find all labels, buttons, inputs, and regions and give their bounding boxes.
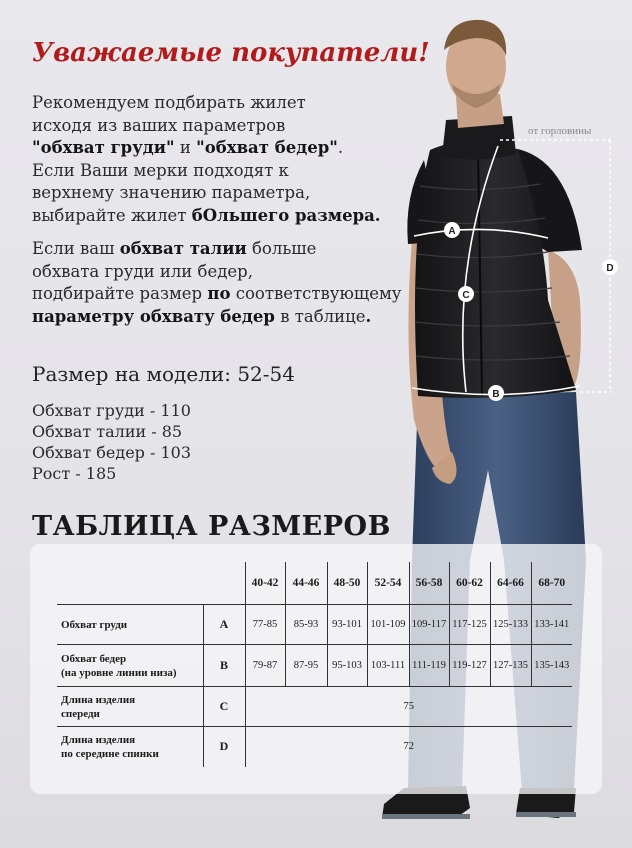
param-label: Обхват бедер (на уровне линии низа) xyxy=(57,645,203,687)
waist-line: подбирайте размер по соответствующему xyxy=(32,284,402,303)
greeting-heading: Уважаемые покупатели! xyxy=(32,38,430,68)
intro-line: исходя из ваших параметров xyxy=(32,115,286,135)
size-table-title: ТАБЛИЦА РАЗМЕРОВ xyxy=(32,511,391,542)
svg-text:C: C xyxy=(462,290,470,301)
table-cell: 77-85 xyxy=(245,605,285,645)
intro-line: выбирайте жилет бОльшего размера. xyxy=(32,205,381,225)
table-cell: 72 xyxy=(245,727,572,767)
size-header: 52-54 xyxy=(367,562,409,605)
table-cell: 125-133 xyxy=(490,605,531,645)
table-cell: 133-141 xyxy=(531,605,572,645)
waist-line: обхвата груди или бедер, xyxy=(32,261,253,281)
size-header: 44-46 xyxy=(285,562,327,605)
neck-label: от горловины xyxy=(528,125,592,137)
waist-line: Если ваш обхват талии больше xyxy=(32,239,317,258)
table-cell: 93-101 xyxy=(327,605,367,645)
size-header: 40-42 xyxy=(245,562,285,605)
svg-text:A: A xyxy=(448,226,456,237)
size-header: 64-66 xyxy=(490,562,531,605)
intro-line: Рекомендуем подбирать жилет xyxy=(32,93,306,112)
size-header: 60-62 xyxy=(449,562,490,605)
table-cell: 135-143 xyxy=(531,645,572,687)
intro-line: "обхват груди" и "обхват бедер". xyxy=(32,138,344,157)
model-hips: Обхват бедер - 103 xyxy=(32,443,192,462)
param-code: В xyxy=(203,645,245,687)
table-cell: 127-135 xyxy=(490,645,531,687)
param-code: С xyxy=(203,687,245,727)
param-label: Длина изделия по середине спинки xyxy=(57,727,203,767)
param-code: А xyxy=(203,605,245,645)
intro-paragraph xyxy=(32,92,381,227)
param-label: Обхват груди xyxy=(57,605,203,645)
waist-note-paragraph xyxy=(32,238,402,328)
intro-line: верхнему значению параметра, xyxy=(32,183,311,202)
marker-a xyxy=(444,222,460,238)
param-label: Длина изделия спереди xyxy=(57,687,203,727)
svg-text:D: D xyxy=(606,263,614,274)
table-cell: 101-109 xyxy=(367,605,409,645)
table-row xyxy=(57,687,572,727)
size-header: 48-50 xyxy=(327,562,367,605)
table-cell: 109-117 xyxy=(409,605,449,645)
table-row xyxy=(57,645,572,687)
table-cell: 111-119 xyxy=(409,645,449,687)
size-header: 68-70 xyxy=(531,562,572,605)
model-size: Размер на модели: 52-54 xyxy=(32,362,295,386)
marker-c xyxy=(458,286,474,302)
model-height: Рост - 185 xyxy=(32,464,117,483)
table-cell: 119-127 xyxy=(449,645,490,687)
marker-b xyxy=(488,385,504,401)
table-row xyxy=(57,727,572,767)
intro-line: Если Ваши мерки подходят к xyxy=(32,160,289,180)
table-cell: 85-93 xyxy=(285,605,327,645)
table-row xyxy=(57,605,572,645)
head xyxy=(444,20,506,128)
table-cell: 103-111 xyxy=(367,645,409,687)
svg-text:B: B xyxy=(492,389,500,400)
table-cell: 79-87 xyxy=(245,645,285,687)
table-cell: 95-103 xyxy=(327,645,367,687)
table-cell: 117-125 xyxy=(449,605,490,645)
table-cell: 75 xyxy=(245,687,572,727)
size-table xyxy=(57,562,572,767)
marker-d xyxy=(602,259,618,275)
param-code: D xyxy=(203,727,245,767)
model-measurements xyxy=(32,400,191,484)
table-cell: 87-95 xyxy=(285,645,327,687)
size-header: 56-58 xyxy=(409,562,449,605)
model-chest: Обхват груди - 110 xyxy=(32,401,191,420)
model-waist: Обхват талии - 85 xyxy=(32,422,183,441)
size-header-row xyxy=(57,562,572,605)
waist-line: параметру обхвату бедер в таблице. xyxy=(32,306,372,326)
